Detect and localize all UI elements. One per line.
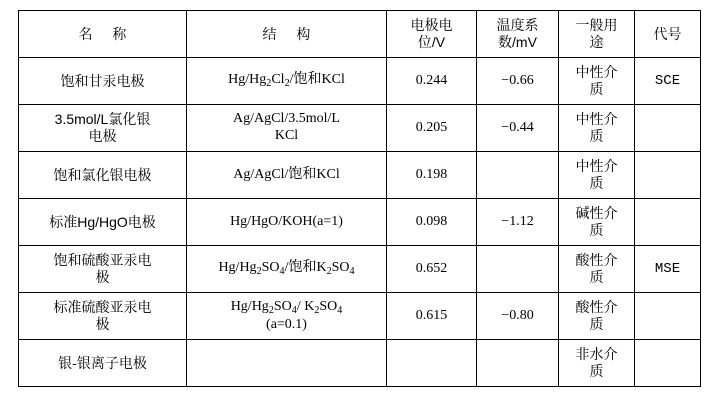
- cell-electrode-potential: 0.244: [387, 58, 477, 105]
- cell-electrode-potential: 0.198: [387, 152, 477, 199]
- cell-electrode-name: [19, 340, 187, 387]
- structure-text: SO: [273, 298, 292, 314]
- cell-temperature-coefficient: [477, 246, 559, 293]
- cell-general-use-line: 酸性介: [575, 252, 618, 269]
- column-header-potential-line2: 位/V: [417, 34, 446, 50]
- cell-electrode-name: [19, 293, 187, 340]
- cell-electrode-potential: 0.205: [387, 105, 477, 152]
- table-row: [19, 340, 701, 387]
- column-header-temperature: [477, 11, 559, 58]
- column-header-name: 名 称: [19, 11, 187, 58]
- table-row: [19, 105, 701, 152]
- cell-temperature-coefficient: −0.44: [477, 105, 559, 152]
- cell-general-use: [559, 340, 635, 387]
- cell-general-use-line: 非水介: [575, 346, 618, 363]
- cell-electrode-name-line: 3.5mol/L氯化银: [54, 111, 151, 128]
- cell-general-use: [559, 105, 635, 152]
- table-header: [19, 11, 701, 58]
- cell-general-use-line: 质: [589, 128, 604, 144]
- structure-subscript: 2: [266, 77, 272, 89]
- cell-electrode-potential: 0.615: [387, 293, 477, 340]
- electrode-reference-table: [18, 10, 701, 387]
- cell-code: [635, 105, 701, 152]
- cell-electrode-potential: 0.098: [387, 199, 477, 246]
- cell-general-use-line: 质: [589, 175, 604, 191]
- cell-electrode-name: [19, 246, 187, 293]
- structure-text: Ag/AgCl/3.5mol/L: [233, 111, 340, 127]
- cell-electrode-name-line: 银-银离子电极: [58, 354, 147, 371]
- cell-general-use: [559, 293, 635, 340]
- cell-electrode-name-line: 标准Hg/HgO电极: [49, 213, 156, 230]
- cell-electrode-name-line: 标准硫酸亚汞电: [53, 299, 152, 316]
- cell-structure: [187, 105, 387, 152]
- table-row: [19, 199, 701, 246]
- column-header-use-line1: 一般用: [575, 17, 618, 34]
- structure-subscript: 2: [268, 304, 274, 316]
- column-header-temperature-line2: 数/mV: [498, 34, 537, 50]
- table-row: [19, 246, 701, 293]
- cell-structure: [187, 152, 387, 199]
- cell-electrode-name-line: 极: [95, 269, 110, 285]
- cell-structure: [187, 199, 387, 246]
- cell-electrode-name-line: 饱和氯化银电极: [53, 166, 152, 183]
- structure-subscript: 2: [314, 304, 320, 316]
- structure-text: Hg/Hg: [218, 260, 257, 276]
- structure-subscript: 2: [284, 77, 290, 89]
- table-row: [19, 58, 701, 105]
- table-row: [19, 152, 701, 199]
- column-header-temperature-line1: 温度系: [496, 17, 539, 34]
- structure-text: (a=0.1): [266, 316, 307, 332]
- cell-temperature-coefficient: [477, 152, 559, 199]
- structure-subscript: 2: [326, 265, 332, 277]
- cell-temperature-coefficient: −0.80: [477, 293, 559, 340]
- structure-text: Cl: [271, 72, 285, 88]
- cell-code: [635, 293, 701, 340]
- cell-code: [635, 152, 701, 199]
- cell-general-use-line: 酸性介: [575, 299, 618, 316]
- column-header-code: 代号: [635, 11, 701, 58]
- cell-general-use-line: 中性介: [575, 158, 618, 175]
- cell-electrode-name-line: 极: [95, 316, 110, 332]
- cell-electrode-name: [19, 105, 187, 152]
- cell-general-use: [559, 199, 635, 246]
- cell-electrode-name: [19, 58, 187, 105]
- structure-text: SO: [261, 260, 280, 276]
- structure-text: SO: [331, 260, 350, 276]
- cell-structure: [187, 58, 387, 105]
- cell-general-use-line: 质: [589, 81, 604, 97]
- structure-text: KCl: [274, 128, 299, 143]
- cell-code: MSE: [635, 246, 701, 293]
- structure-text: Ag/AgCl/饱和KCl: [233, 166, 340, 182]
- cell-general-use-line: 质: [589, 316, 604, 332]
- structure-subscript: 4: [337, 304, 343, 316]
- cell-code: SCE: [635, 58, 701, 105]
- cell-electrode-name-line: 饱和甘汞电极: [60, 72, 145, 89]
- cell-electrode-name: [19, 152, 187, 199]
- cell-code: [635, 340, 701, 387]
- cell-temperature-coefficient: [477, 340, 559, 387]
- cell-general-use: [559, 58, 635, 105]
- cell-general-use-line: 碱性介: [575, 205, 618, 222]
- cell-general-use-line: 质: [589, 222, 604, 238]
- structure-text: SO: [319, 298, 338, 314]
- cell-general-use: [559, 152, 635, 199]
- column-header-structure: 结 构: [187, 11, 387, 58]
- structure-subscript: 4: [291, 304, 297, 316]
- table-body: [19, 58, 701, 387]
- cell-code: [635, 199, 701, 246]
- cell-general-use-line: 质: [589, 269, 604, 285]
- cell-temperature-coefficient: −1.12: [477, 199, 559, 246]
- cell-electrode-potential: 0.652: [387, 246, 477, 293]
- cell-general-use: [559, 246, 635, 293]
- table-header-row: [19, 11, 701, 58]
- cell-general-use-line: 质: [589, 363, 604, 379]
- structure-subscript: 4: [349, 265, 355, 277]
- cell-general-use-line: 中性介: [575, 111, 618, 128]
- cell-structure: [187, 293, 387, 340]
- structure-text: /饱和K: [284, 260, 327, 276]
- column-header-use: [559, 11, 635, 58]
- cell-structure: [187, 246, 387, 293]
- column-header-potential-line1: 电极电: [410, 17, 453, 34]
- cell-general-use-line: 中性介: [575, 64, 618, 81]
- cell-structure: [187, 340, 387, 387]
- cell-electrode-potential: [387, 340, 477, 387]
- structure-text: / K: [296, 298, 315, 314]
- table-row: [19, 293, 701, 340]
- structure-subscript: 2: [256, 265, 262, 277]
- structure-subscript: 4: [279, 265, 285, 277]
- cell-electrode-name-line: 饱和硫酸亚汞电: [53, 252, 152, 269]
- column-header-potential: [387, 11, 477, 58]
- cell-electrode-name-line: 电极: [88, 128, 117, 144]
- column-header-use-line2: 途: [589, 34, 604, 50]
- cell-temperature-coefficient: −0.66: [477, 58, 559, 105]
- structure-text: Hg/HgO/KOH(a=1): [230, 213, 343, 229]
- structure-text: Hg/Hg: [228, 72, 267, 88]
- structure-text: Hg/Hg: [230, 298, 269, 314]
- cell-electrode-name: [19, 199, 187, 246]
- structure-text: /饱和KCl: [289, 72, 345, 88]
